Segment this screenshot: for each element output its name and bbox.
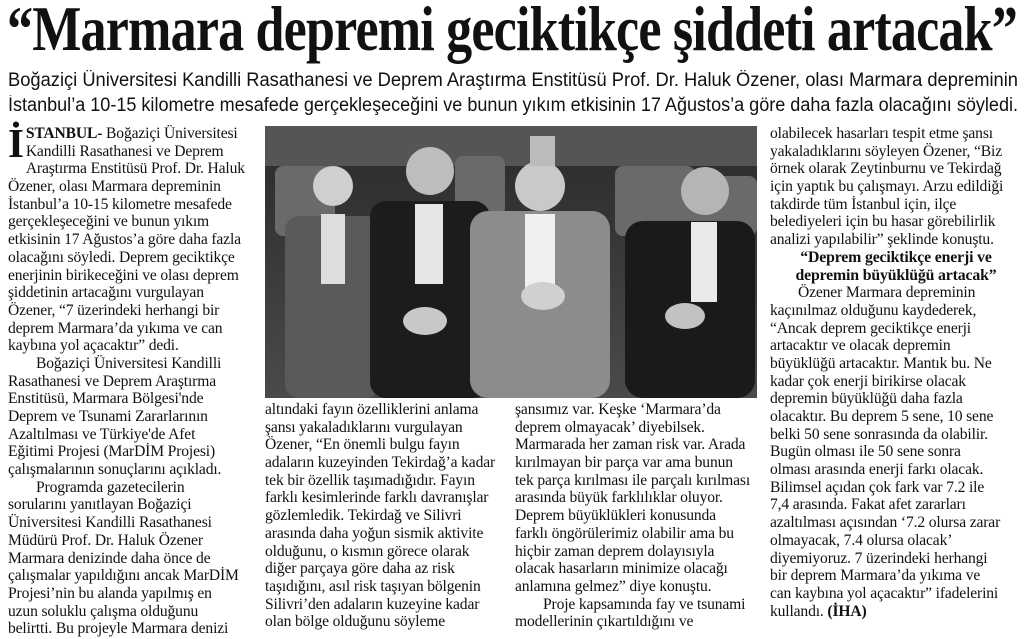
text-line: şansı yakaladıklarını vurgulayan xyxy=(265,418,463,436)
text-line: olacak hasarların minimize olacağı xyxy=(515,560,728,578)
text-line: takdirde tüm İstanbul için, ilçe xyxy=(770,195,957,213)
paragraph xyxy=(8,479,260,638)
text-line: azaltılması açısından ‘7.2 olursa zarar xyxy=(770,514,1001,532)
text-line: arasında büyük farklılıklar oluyor. xyxy=(515,489,723,507)
text-line: Marmara denizinde daha önce de xyxy=(8,549,211,567)
text-line: Araştırma Enstitüsü Prof. Dr. Haluk xyxy=(25,160,245,178)
text-line: Rasathanesi ve Deprem Araştırma xyxy=(8,372,216,390)
text-line: Enstitüsü, Marmara Bölgesi'nde xyxy=(8,390,204,408)
text-line: tek bir özellik taşımadığıdır. Fayın xyxy=(265,471,475,489)
text-line: enerjinin birikeceğini ve olası deprem xyxy=(8,266,239,284)
text-line: farklı öngörülerimiz olabilir ama bu xyxy=(515,524,734,542)
text-line: 7,4 arasında. Fakat afet zararları xyxy=(770,496,966,514)
deck-line: Boğaziçi Üniversitesi Kandilli Rasathanesi ve Deprem Araştırma Enstitüsü Prof. Dr. Haluk Özener, olası Marmara depreminin xyxy=(8,70,1018,91)
text-line: olacaktır. Bu deprem 5 sene, 10 sene xyxy=(770,408,994,425)
text-line: taşıdığını, asıl risk taşıyan bölgenin xyxy=(265,577,481,595)
subheading: “Deprem geciktikçe enerji ve xyxy=(800,248,992,266)
text-line: kadar çok enerji birikirse olacak xyxy=(770,372,966,390)
text-line: belki 50 sene sonrasında da olabilir. xyxy=(770,425,988,443)
text-line: şansımız var. Keşke ‘Marmara’da xyxy=(515,401,721,418)
text-line: arasında daha yoğun sismik aktivite xyxy=(265,524,484,542)
text-line: Proje kapsamında fay ve tsunami xyxy=(543,595,746,613)
drop-cap: İ xyxy=(8,120,24,166)
text-line: can kaybına yol açacaktır” ifadelerini xyxy=(770,584,999,602)
text-line: adaların kuzeyinden Tekirdağ’a kadar xyxy=(265,454,496,472)
text-line: Özener, “7 üzerindeki herhangi bir xyxy=(8,301,220,319)
text-line: Özener, “En önemli bulgu fayın xyxy=(265,436,460,454)
column-1 xyxy=(8,120,260,638)
text-line: kaybına yol açacaktır” dedi. xyxy=(8,337,179,355)
text-line: olabilecek hasarları tespit etme şansı xyxy=(770,125,993,142)
dateline: STANBUL- xyxy=(25,125,103,142)
text-line: Deprem büyüklükleri konusunda xyxy=(515,507,716,525)
text-line: Eğitimi Projesi (MarDİM Projesi) xyxy=(8,443,215,461)
text-line: Marmarada her zaman risk var. Arada xyxy=(515,436,746,454)
text-line: kaçınılmaz olduğunu kaydederek, xyxy=(770,301,977,319)
text-line: deprem olmayacak’ diyebilsek. xyxy=(515,418,705,436)
text-line: diyemiyoruz. 7 üzerindeki herhangi xyxy=(770,549,988,567)
text-line: olduğunu, o kısmın görece olarak xyxy=(265,542,470,560)
news-agency-credit: (İHA) xyxy=(827,602,867,620)
subheading: depremin büyüklüğü artacak” xyxy=(795,266,997,284)
photo-conference-audience xyxy=(265,126,757,398)
paragraph xyxy=(8,355,260,479)
text-line: diğer parçaya göre daha az risk xyxy=(265,560,455,578)
text-line: uzun soluklu çalışma olduğunu xyxy=(8,602,199,620)
text-line: yakaladıklarını söyleyen Özener, “Biz xyxy=(770,142,1002,160)
text-line: depremin büyüklüğü daha fazla xyxy=(770,390,963,408)
text-line: Projesi’nin bu alanda yapılmış en xyxy=(8,584,212,602)
paragraph xyxy=(515,401,760,596)
headline xyxy=(7,0,1019,62)
text-line: şiddetinin artacağını vurgulayan xyxy=(8,284,204,302)
text-line: büyüklüğü artacaktır. Mantık bu. Ne xyxy=(770,354,992,372)
paragraph xyxy=(515,596,760,631)
deck-line: İstanbul’a 10-15 kilometre mesafede gerçekleşeceğini ve bunun yıkım etkisinin 17 Ağustos’a göre daha fazla olacağını söyledi. xyxy=(8,95,1018,116)
text-line: olmayacak, 7.4 olursa olacak’ xyxy=(770,531,953,549)
text-line: Silivri’den adaların kuzeyine kadar xyxy=(265,595,480,613)
text-line: Boğaziçi Üniversitesi xyxy=(102,125,238,142)
text-line: sorularını yanıtlayan Boğaziçi xyxy=(8,496,192,514)
text-line: Programda gazetecilerin xyxy=(36,478,185,496)
text-line: artacaktır ve olacak depremin xyxy=(770,337,951,355)
text-line: Deprem ve Tsunami Zararlarının xyxy=(8,408,208,425)
text-line: örnek olarak Zeytinburnu ve Tekirdağ xyxy=(770,160,1002,178)
text-line: gerçekleşeceğini ve bunun yıkım xyxy=(8,213,210,231)
text-line: tek parça kırılması ile parçalı kırılması xyxy=(515,471,751,489)
text-line: İstanbul’a 10-15 kilometre mesafede xyxy=(8,195,232,213)
text-line: “Ancak deprem geciktikçe enerji xyxy=(770,319,971,337)
paragraph xyxy=(770,284,1022,602)
column-3 xyxy=(515,401,760,631)
text-line: etkisinin 17 Ağustos’a göre daha fazla xyxy=(8,231,241,249)
text-line: olması arasında enerji farkı olacak. xyxy=(770,461,984,479)
text-line: çalışmalar yapıldığını ancak MarDİM xyxy=(8,567,239,585)
text-line: gözlemledik. Tekirdağ ve Silivri xyxy=(265,507,462,525)
text-line: Özener Marmara depreminin xyxy=(798,284,976,302)
text-line: kırılmayan bir parça var ama bunun xyxy=(515,454,733,472)
paragraph xyxy=(265,401,510,631)
news-photo xyxy=(265,126,757,398)
text-line: Kandilli Rasathanesi ve Deprem xyxy=(25,142,224,160)
text-line: çalışmalarının sonuçlarını açıkladı. xyxy=(8,461,222,479)
text-line: Müdürü Prof. Dr. Haluk Özener xyxy=(8,531,203,549)
text-line: Bilimsel açıdan çok fark var 7.2 ile xyxy=(770,478,985,496)
paragraph xyxy=(8,143,260,355)
column-4 xyxy=(770,125,1022,620)
text-line: kullandı. xyxy=(770,602,828,620)
text-line: Boğaziçi Üniversitesi Kandilli xyxy=(36,354,222,372)
text-line: olan bölge olduğunu söyleme xyxy=(265,613,446,631)
text-line: farklı kesimlerinde farklı davranışlar xyxy=(265,489,489,507)
paragraph xyxy=(770,125,1022,249)
deck xyxy=(8,68,1018,118)
text-line: Bugün olması ile 50 sene sonra xyxy=(770,443,961,461)
text-line: Azaltılması ve Türkiye'de Afet xyxy=(8,425,196,443)
text-line: deprem Marmara’da yıkıma ve can xyxy=(8,319,223,337)
text-line: modellerinin çıkartıldığını ve xyxy=(515,613,694,631)
headline-text: “Marmara depremi geciktikçe şiddeti artacak” xyxy=(7,0,1017,64)
text-line: altındaki fayın özelliklerini anlama xyxy=(265,401,479,418)
column-2 xyxy=(265,401,510,631)
text-line: belirtti. Bu projeyle Marmara denizi xyxy=(8,620,229,638)
text-line: bir deprem Marmara’da yıkıma ve xyxy=(770,567,981,585)
text-line: Üniversitesi Kandilli Rasathanesi xyxy=(8,514,212,532)
text-line: anlamına gelmez” diye konuştu. xyxy=(515,577,712,595)
text-line: Özener, olası Marmara depreminin xyxy=(8,178,221,196)
text-line: belediyeleri için bu hasar görebilirlik xyxy=(770,213,996,231)
text-line: analizi yapılabilir” şeklinde konuştu. xyxy=(770,231,994,249)
text-line: için yaptık bu çalışmayı. Arzu edildiği xyxy=(770,178,1004,196)
text-line: olacağını söyledi. Deprem geciktikçe xyxy=(8,248,235,266)
text-line: hiçbir zaman deprem dolayısıyla xyxy=(515,542,715,560)
